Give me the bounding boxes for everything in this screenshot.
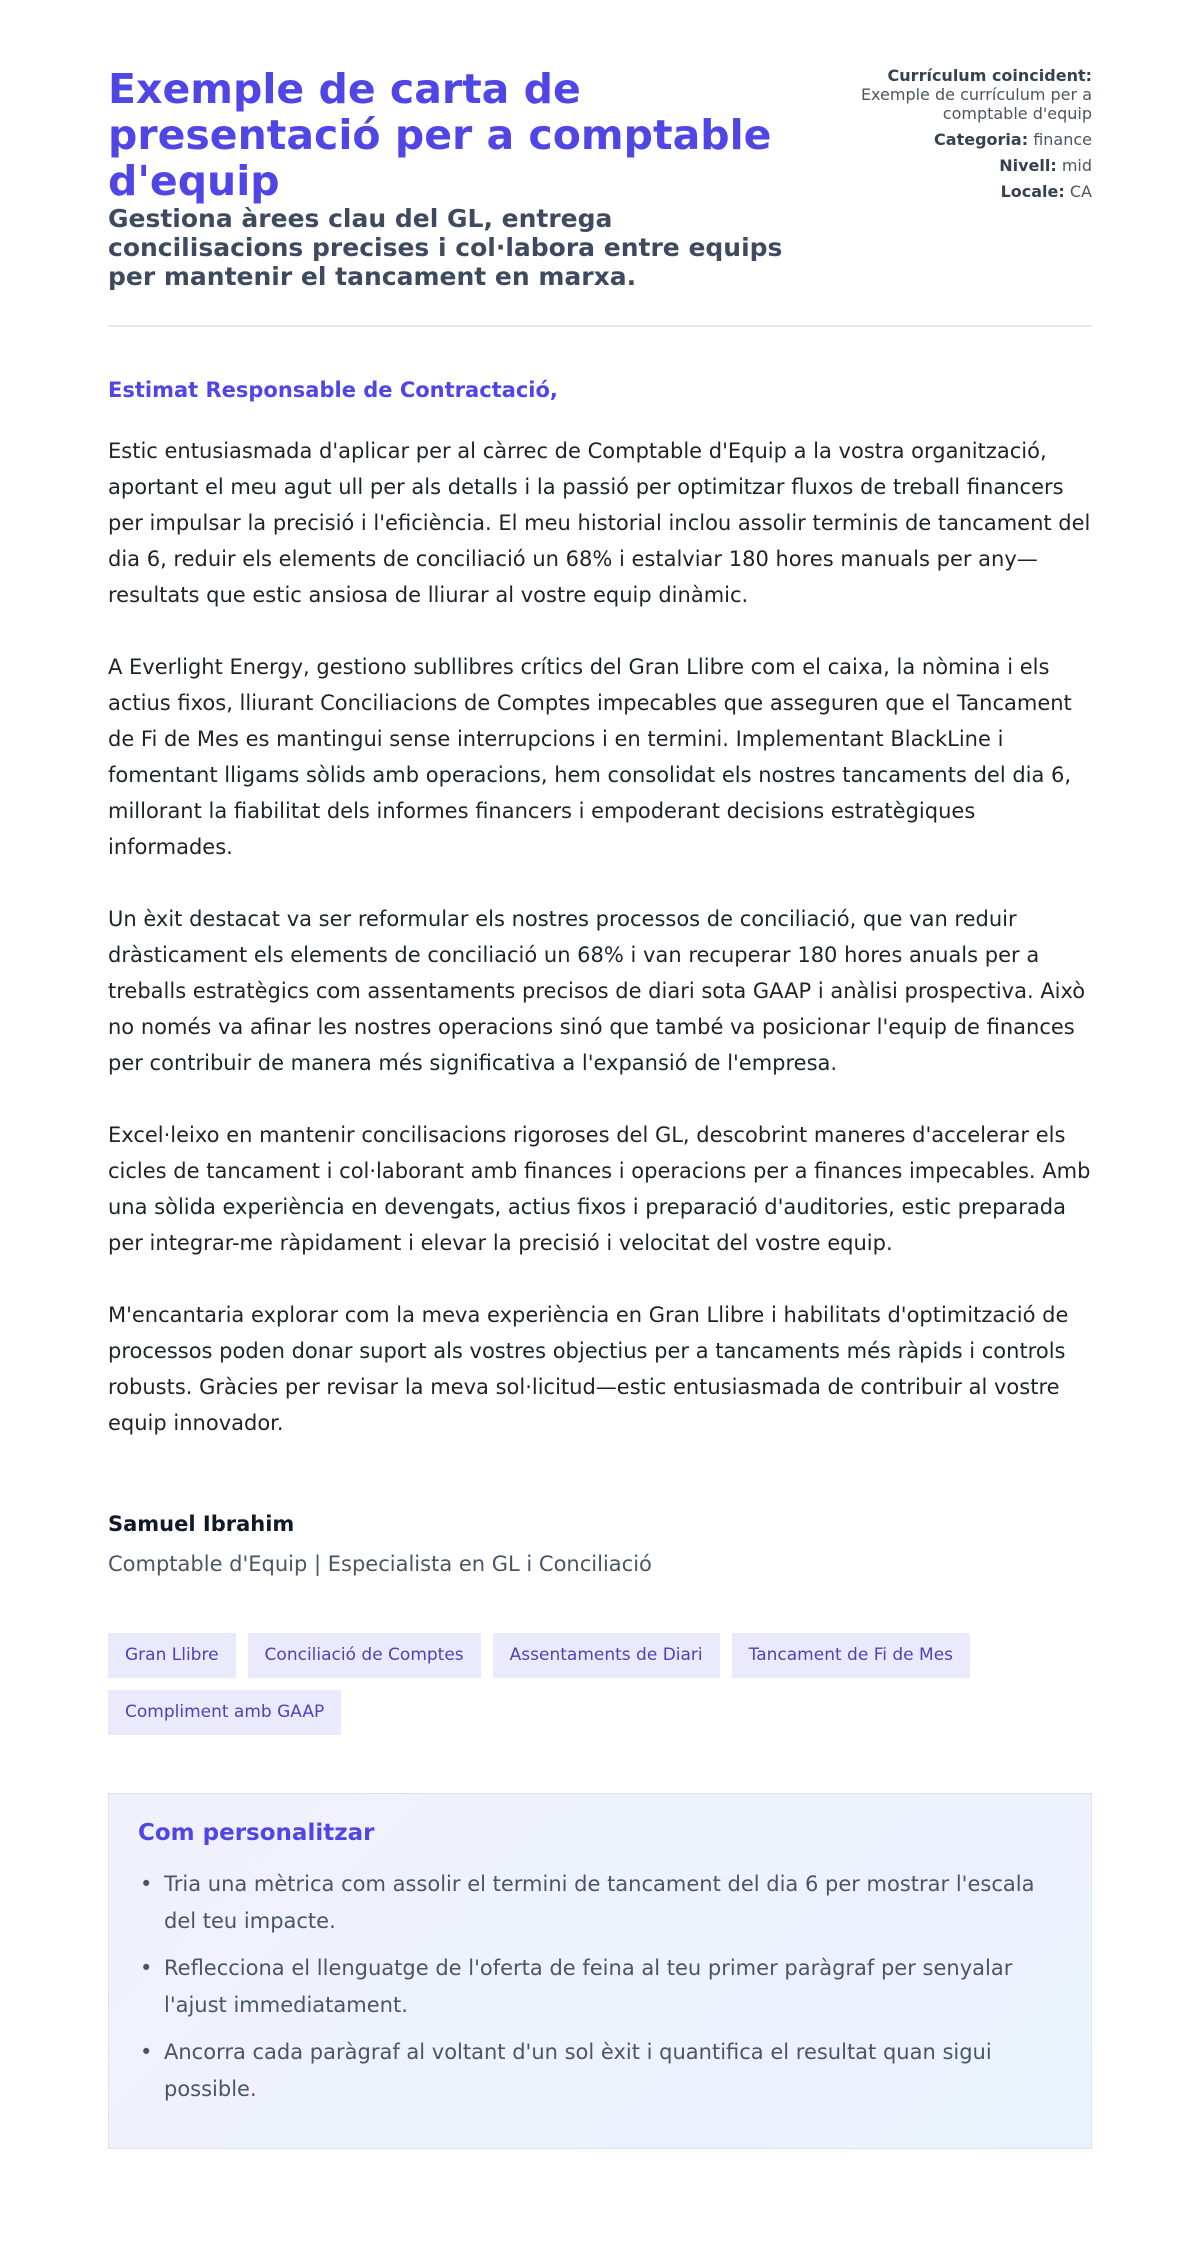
header-titles xyxy=(108,66,808,291)
tip-text: Tria una mètrica com assolir el termini de tancament del dia 6 per mostrar l'escala del teu impacte. xyxy=(164,1872,1035,1933)
meta-panel xyxy=(812,66,1092,291)
meta-level-label: Nivell: xyxy=(999,156,1057,175)
tip-text: Reflecciona el llenguatge de l'oferta de feina al teu primer paràgraf per senyalar l'ajust immediatament. xyxy=(164,1956,1013,2017)
tip-item xyxy=(138,1950,1061,2024)
skill-tag: Tancament de Fi de Mes xyxy=(732,1633,970,1678)
letter-paragraph: Excel·leixo en mantenir concilisacions rigoroses del GL, descobrint maneres d'accelerar els cicles de tancament i col·laborant amb finances i operacions per a finances impecables. Amb una sòlida experiència en devengats, actius fixos i preparació d'auditories, estic preparada per integrar-me ràpidament i elevar la precisió i velocitat del vostre equip. xyxy=(108,1123,1091,1255)
tip-item xyxy=(138,2034,1061,2108)
meta-category-value: finance xyxy=(1033,130,1092,149)
skill-tag: Gran Llibre xyxy=(108,1633,236,1678)
letter-paragraph: A Everlight Energy, gestiono subllibres crítics del Gran Llibre com el caixa, la nòmina i els actius fixos, lliurant Conciliacions de Comptes impecables que asseguren que el Tancament de Fi de Mes es mantingui sense interrupcions i en termini. Implementant BlackLine i fomentant lligams sòlids amb operacions, hem consolidat els nostres tancaments del dia 6, millorant la fiabilitat dels informes financers i empoderant decisions estratègiques informades. xyxy=(108,655,1072,859)
meta-locale-value: CA xyxy=(1069,182,1092,201)
tips-title: Com personalitzar xyxy=(138,1820,375,1846)
tips-list xyxy=(138,1866,1061,2108)
page-title: Exemple de carta de presentació per a comptable d'equip xyxy=(108,65,772,205)
meta-level xyxy=(812,156,1092,175)
letter-paragraph: Estic entusiasmada d'aplicar per al càrrec de Comptable d'Equip a la vostra organització, aportant el meu agut ull per als detalls i la passió per optimitzar fluxos de treball financers per impulsar la precisió i l'eficiència. El meu historial inclou assolir terminis de tancament del dia 6, reduir els elements de conciliació un 68% i estalviar 180 hores manuals per any—resultats que estic ansiosa de lliurar al vostre equip dinàmic. xyxy=(108,439,1091,607)
meta-locale-label: Locale: xyxy=(1000,182,1065,201)
skill-tag: Conciliació de Comptes xyxy=(248,1633,481,1678)
letter-paragraph: M'encantaria explorar com la meva experiència en Gran Llibre i habilitats d'optimització de processos poden donar suport als vostres objectius per a tancaments més ràpids i controls robusts. Gràcies per revisar la meva sol·licitud—estic entusiasmada de contribuir al vostre equip innovador. xyxy=(108,1303,1069,1435)
meta-level-value: mid xyxy=(1061,156,1092,175)
meta-matching-resume-label: Currículum coincident: xyxy=(887,66,1092,85)
meta-locale xyxy=(812,182,1092,201)
skill-tags xyxy=(108,1633,1008,1735)
skill-tag: Compliment amb GAAP xyxy=(108,1690,341,1735)
bullet-icon: • xyxy=(140,2040,153,2064)
meta-matching-resume xyxy=(812,66,1092,123)
header-divider xyxy=(108,325,1092,327)
page-subtitle: Gestiona àrees clau del GL, entrega concilisacions precises i col·labora entre equips per mantenir el tancament en marxa. xyxy=(108,204,783,291)
letter-paragraph: Un èxit destacat va ser reformular els nostres processos de conciliació, que van reduir dràsticament els elements de conciliació un 68% i van recuperar 180 hores anuals per a treballs estratègics com assentaments precisos de diari sota GAAP i anàlisi prospectiva. Això no només va afinar les nostres operacions sinó que també va posicionar l'equip de finances per contribuir de manera més significativa a l'expansió de l'empresa. xyxy=(108,907,1086,1075)
meta-category-label: Categoria: xyxy=(934,130,1029,149)
tip-item xyxy=(138,1866,1061,1940)
signature-title: Comptable d'Equip | Especialista en GL i Conciliació xyxy=(108,1552,652,1576)
letter-salutation: Estimat Responsable de Contractació, xyxy=(108,378,558,402)
page-header xyxy=(108,0,1092,291)
signature-name: Samuel Ibrahim xyxy=(108,1512,295,1536)
skill-tag: Assentaments de Diari xyxy=(493,1633,720,1678)
bullet-icon: • xyxy=(140,1872,153,1896)
meta-matching-resume-value: Exemple de currículum per a comptable d'equip xyxy=(860,85,1092,123)
meta-category xyxy=(812,130,1092,149)
tip-text: Ancorra cada paràgraf al voltant d'un sol èxit i quantifica el resultat quan sigui possible. xyxy=(164,2040,992,2101)
bullet-icon: • xyxy=(140,1956,153,1980)
customization-tips-box xyxy=(108,1793,1092,2149)
